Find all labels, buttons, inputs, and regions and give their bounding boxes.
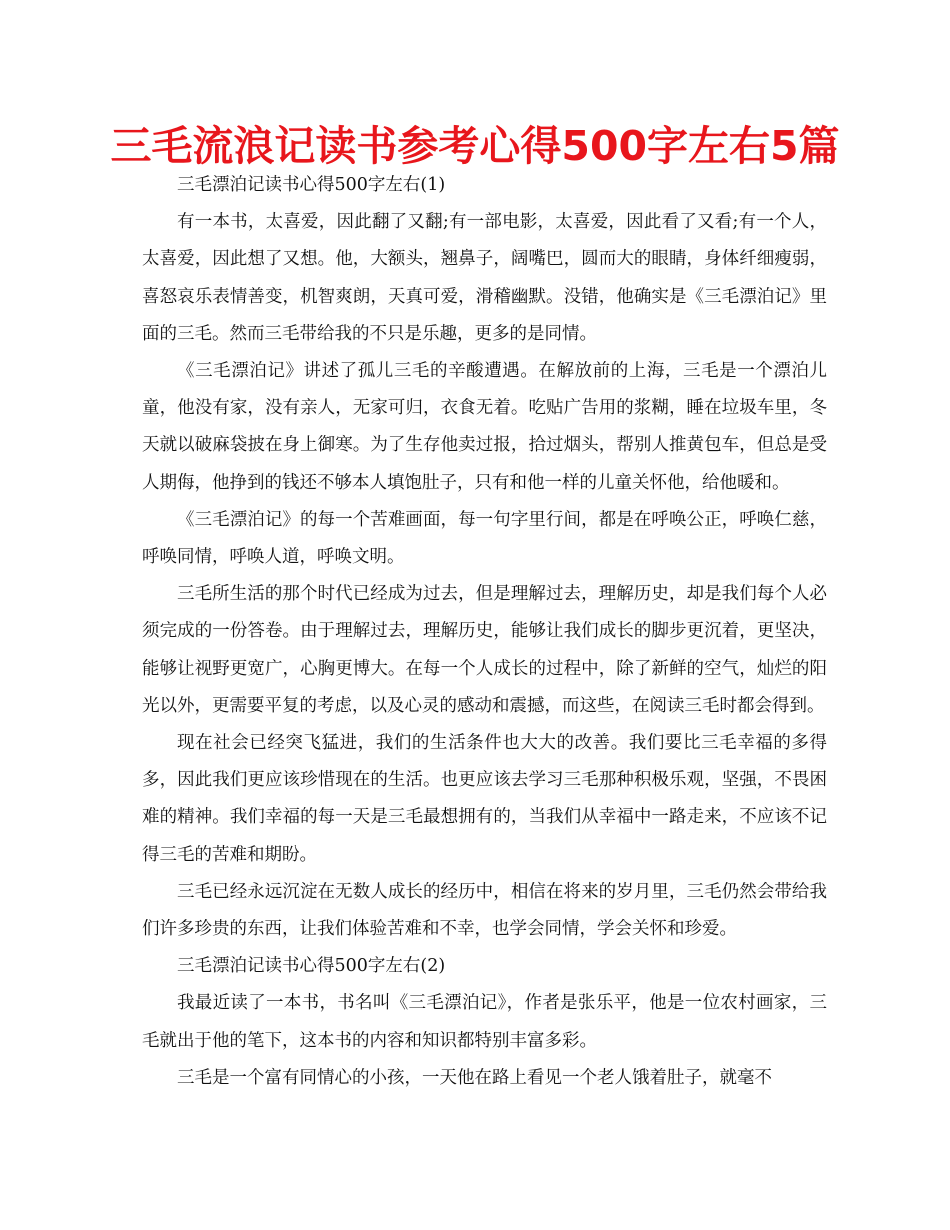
document-title: 三毛流浪记读书参考心得500字左右5篇 [110, 122, 840, 170]
paragraph: 《三毛漂泊记》的每一个苦难画面，每一句字里行间，都是在呼唤公正，呼唤仁慈，呼唤同情，呼唤人道，呼唤文明。 [142, 509, 827, 568]
paragraph: 现在社会已经突飞猛进，我们的生活条件也大大的改善。我们要比三毛幸福的多得多，因此我们更应该珍惜现在的生活。也更应该去学习三毛那种积极乐观，坚强，不畏困难的精神。我们幸福的每一天是三毛最想拥有的，当我们从幸福中一路走来，不应该不记得三毛的苦难和期盼。 [142, 733, 827, 865]
paragraph: 有一本书，太喜爱，因此翻了又翻;有一部电影，太喜爱，因此看了又看;有一个人，太喜爱，因此想了又想。他，大额头，翘鼻子，阔嘴巴，圆而大的眼睛，身体纤细瘦弱，喜怒哀乐表情善变，机智爽朗，天真可爱，滑稽幽默。没错，他确实是《三毛漂泊记》里面的三毛。然而三毛带给我的不只是乐趣，更多的是同情。 [142, 212, 827, 344]
paragraph: 三毛是一个富有同情心的小孩，一天他在路上看见一个老人饿着肚子，就毫不 [177, 1067, 772, 1088]
paragraph: 三毛所生活的那个时代已经成为过去，但是理解过去，理解历史，却是我们每个人必须完成的一份答卷。由于理解过去，理解历史，能够让我们成长的脚步更沉着，更坚决，能够让视野更宽广，心胸更博大。在每一个人成长的过程中，除了新鲜的空气，灿烂的阳光以外，更需要平复的考虑，以及心灵的感动和震撼，而这些，在阅读三毛时都会得到。 [142, 584, 827, 716]
section-heading-2: 三毛漂泊记读书心得500字左右(2) [177, 956, 446, 977]
paragraph: 我最近读了一本书，书名叫《三毛漂泊记》，作者是张乐平，他是一位农村画家，三毛就出于他的笔下，这本书的内容和知识都特别丰富多彩。 [142, 993, 827, 1051]
paragraph: 《三毛漂泊记》讲述了孤儿三毛的辛酸遭遇。在解放前的上海，三毛是一个漂泊儿童，他没有家，没有亲人，无家可归，衣食无着。吃贴广告用的浆糊，睡在垃圾车里，冬天就以破麻袋披在身上御寒。为了生存他卖过报，拾过烟头，帮别人推黄包车，但总是受人期侮，他挣到的钱还不够本人填饱肚子，只有和他一样的儿童关怀他，给他暖和。 [142, 361, 827, 493]
document-body [142, 167, 827, 1097]
section-heading-1: 三毛漂泊记读书心得500字左右(1) [177, 175, 446, 195]
paragraph: 三毛已经永远沉淀在无数人成长的经历中，相信在将来的岁月里，三毛仍然会带给我们许多珍贵的东西，让我们体验苦难和不幸，也学会同情，学会关怀和珍爱。 [142, 881, 827, 940]
